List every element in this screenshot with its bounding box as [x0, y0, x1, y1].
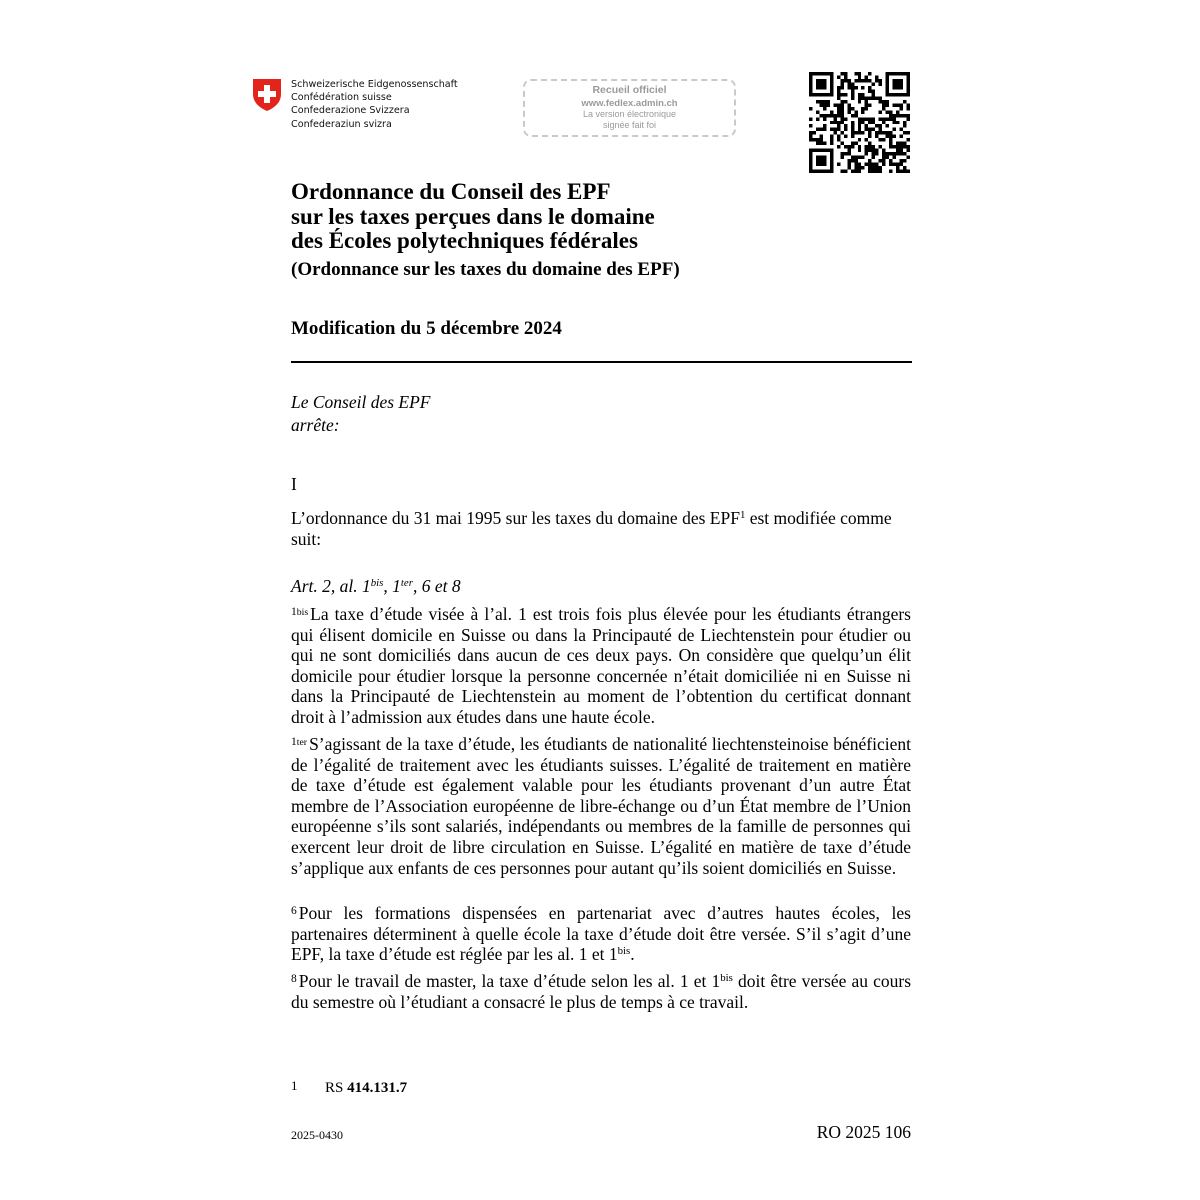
- intro-text-rest: est modifiée comme suit:: [291, 508, 892, 549]
- stamp-note-2: signée fait foi: [602, 120, 657, 130]
- title-line-2: sur les taxes perçues dans le domaine: [291, 203, 655, 229]
- article-title-part: , 1: [383, 576, 401, 596]
- paragraph-sup: bis: [720, 972, 733, 985]
- qr-code-icon: [809, 72, 910, 173]
- issuing-authority: Le Conseil des EPF: [291, 392, 431, 412]
- short-title: (Ordonnance sur les taxes du domaine des EPF): [291, 259, 680, 280]
- paragraph-text: S’agissant de la taxe d’étude, les étudiants de nationalité liechtensteinoise bénéficient de l’égalité de traitement avec les étudiants suisses. L’égalité de traitement en matière de taxe d’étude est également valable pour les étudiants provenant d’un autre État membre de l’Association européenne de libre-échange ou d’un État membre de l’Union européenne s’ils sont salariés, indépendants ou membres de la famille de personnes qui exercent leur droit de libre circulation en Suisse. L’égalité en matière de taxe d’étude s’applique aux enfants de ces personnes pour autant qu’ils soient domiciliés en Suisse.: [291, 734, 911, 878]
- footnote-reference: 414.131.7: [347, 1079, 408, 1096]
- modification-date: Modification du 5 décembre 2024: [291, 318, 562, 339]
- article-title-sup: ter: [400, 577, 413, 590]
- intro-text: L’ordonnance du 31 mai 1995 sur les taxes du domaine des EPF: [291, 508, 740, 528]
- ordinance-title: [291, 180, 911, 254]
- footnote-prefix: RS: [325, 1079, 348, 1096]
- official-compilation-stamp: [523, 79, 736, 137]
- paragraph-marker: 8: [291, 973, 297, 986]
- confederation-name-it: Confederazione Svizzera: [291, 105, 410, 117]
- paragraph-marker: 6: [291, 905, 297, 918]
- confederation-names: [291, 78, 458, 131]
- decrees-text: arrête:: [291, 415, 340, 435]
- article-title: [291, 576, 461, 597]
- paragraph-sup: bis: [617, 945, 631, 958]
- official-compilation-reference: RO 2025 106: [816, 1122, 911, 1142]
- paragraph-tail: doit être versée au cours du semestre où l’étudiant a consacré le plus de temps à ce travail.: [291, 971, 912, 1012]
- confederation-name-de: Schweizerische Eidgenossenschaft: [291, 79, 458, 90]
- footnote-ref[interactable]: 1: [739, 509, 746, 522]
- section-intro: [291, 508, 911, 550]
- title-divider: [291, 361, 912, 363]
- paragraph-text: La taxe d’étude visée à l’al. 1 est trois fois plus élevée pour les étudiants étrangers qui élisent domicile en Suisse ou dans la Principauté de Liechtenstein pour étudier ou qui ne sont domiciliés dans aucun de ces deux pays. On considère que quelqu’un élit domicile pour étudier lorsque la personne concernée n’était domiciliée ni en Suisse ni dans la Principauté de Liechtenstein au moment de l’obtention du certificat donnant droit à l’admission aux études dans une haute école.: [291, 604, 911, 727]
- paragraph-marker: 1ter: [291, 736, 308, 749]
- paragraph-text: Pour le travail de master, la taxe d’étude selon les al. 1 et 1: [298, 971, 721, 991]
- swiss-coat-of-arms-icon: [252, 78, 282, 112]
- title-line-1: Ordonnance du Conseil des EPF: [291, 179, 611, 204]
- paragraph-6: [291, 903, 911, 965]
- title-line-3: des Écoles polytechniques fédérales: [291, 228, 638, 253]
- footnote: [291, 1078, 407, 1097]
- paragraph-1ter: [291, 734, 911, 878]
- confederation-name-rm: Confederaziun svizra: [291, 118, 392, 130]
- paragraph-tail: .: [630, 944, 635, 965]
- preamble: [291, 391, 431, 437]
- confederation-name-fr: Confédération suisse: [291, 92, 392, 104]
- stamp-title: Recueil officiel: [592, 84, 667, 96]
- paragraph-text: Pour les formations dispensées en partenariat avec d’autres hautes écoles, les partenaires déterminent à quelle école la taxe d’étude doit être versée. S’il s’agit d’une EPF, la taxe d’étude est réglée par les al. 1 et 1: [291, 903, 911, 965]
- footnote-number: 1: [291, 1078, 298, 1093]
- stamp-note-1: La version électronique: [582, 109, 677, 119]
- document-number: 2025-0430: [291, 1128, 343, 1142]
- paragraph-marker: 1bis: [291, 606, 309, 619]
- paragraph-1bis: [291, 604, 911, 728]
- stamp-url: www.fedlex.admin.ch: [581, 98, 678, 109]
- article-title-part: Art. 2, al. 1: [291, 576, 371, 596]
- paragraph-8: [291, 971, 911, 1012]
- section-number: I: [291, 474, 297, 494]
- article-title-part: , 6 et 8: [412, 576, 461, 596]
- article-title-sup: bis: [370, 577, 384, 590]
